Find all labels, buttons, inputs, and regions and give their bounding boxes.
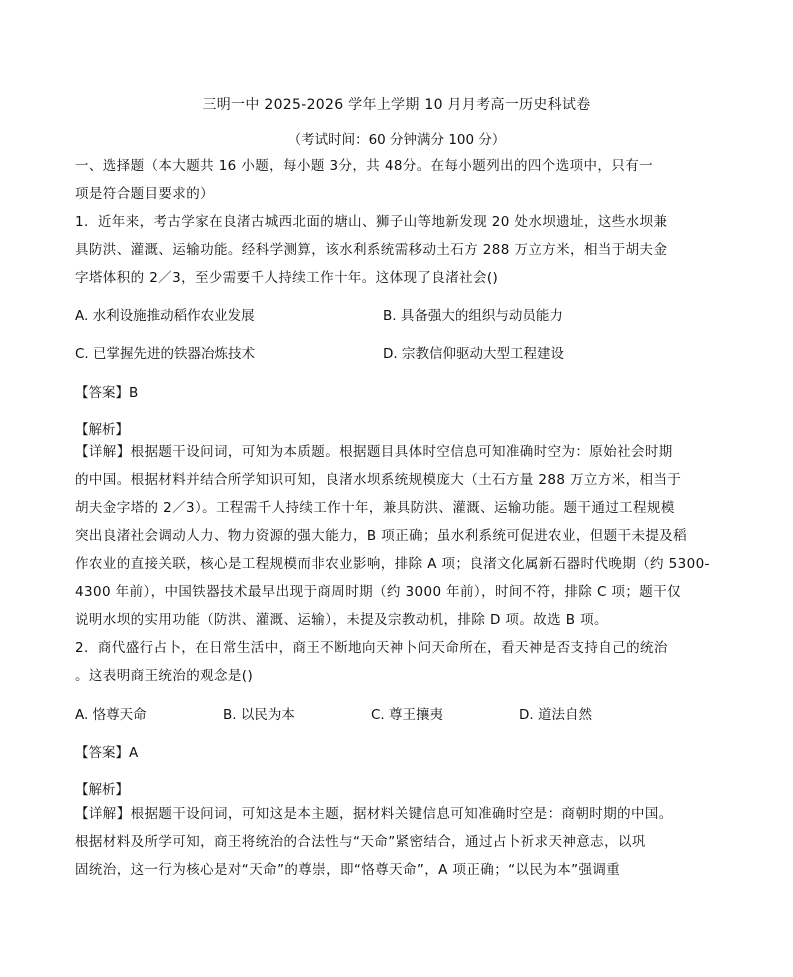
question-line: 2．商代盛行占卜，在日常生活中，商王不断地向天神卜问天命所在，看天神是否支持自己的统治 <box>75 640 668 656</box>
page-title: 三明一中 2025-2026 学年上学期 10 月月考高一历史科试卷 <box>202 97 591 113</box>
section-intro-line: 一、选择题（本大题共 16 小题，每小题 3分，共 48分。在每小题列出的四个选项中，只有一 <box>75 158 654 174</box>
analysis-line: 【详解】根据题干设问词，可知为本质题。根据题目具体时空信息可知准确时空为：原始社会时期 <box>75 444 673 460</box>
q1-answer: 【答案】B <box>75 385 139 401</box>
analysis-line: 4300 年前），中国铁器技术最早出现于商周时期（约 3000 年前），时间不符，排除 C 项；题干仅 <box>75 584 681 600</box>
question-1-stem <box>75 208 725 292</box>
q2-answer: 【答案】A <box>75 745 139 761</box>
q2-option-d: D. 道法自然 <box>519 707 592 723</box>
question-line: 具防洪、灌溉、运输功能。经科学测算，该水利系统需移动土石方 288 万立方米，相当于胡夫金 <box>75 242 668 258</box>
exam-time-note: （考试时间：60 分钟满分 100 分） <box>287 132 506 148</box>
q2-analysis <box>75 800 725 884</box>
question-line: 字塔体积的 2／3，至少需要千人持续工作十年。这体现了良渚社会() <box>75 270 499 286</box>
q2-option-c: C. 尊王攘夷 <box>371 707 444 723</box>
q1-option-a: A. 水利设施推动稻作农业发展 <box>75 308 255 324</box>
q2-option-b: B. 以民为本 <box>223 707 295 723</box>
q1-option-c: C. 已掌握先进的铁器冶炼技术 <box>75 346 256 362</box>
section-intro-line: 项是符合题目要求的） <box>75 186 214 202</box>
analysis-line: 固统治，这一行为核心是对“天命”的尊崇，即“恪尊天命”，A 项正确；“以民为本”强调重 <box>75 862 621 878</box>
analysis-line: 的中国。根据材料并结合所学知识可知，良渚水坝系统规模庞大（土石方量 288 万立方米，相当于 <box>75 472 682 488</box>
question-line: 1．近年来，考古学家在良渚古城西北面的塘山、狮子山等地新发现 20 处水坝遗址，这些水坝兼 <box>75 214 668 230</box>
question-2-stem <box>75 634 725 690</box>
q1-option-d: D. 宗教信仰驱动大型工程建设 <box>383 346 564 362</box>
analysis-line: 突出良渚社会调动人力、物力资源的强大能力，B 项正确；虽水利系统可促进农业，但题干未提及稻 <box>75 528 688 544</box>
q1-option-b: B. 具备强大的组织与动员能力 <box>383 308 563 324</box>
q2-option-a: A. 恪尊天命 <box>75 707 147 723</box>
analysis-line: 作农业的直接关联，核心是工程规模而非农业影响，排除 A 项；良渚文化属新石器时代晚期（约 5300- <box>75 556 710 572</box>
q1-analysis <box>75 438 725 634</box>
section-intro <box>75 152 725 208</box>
question-line: 。这表明商王统治的观念是() <box>75 668 254 684</box>
analysis-line: 根据材料及所学可知，商王将统治的合法性与“天命”紧密结合，通过占卜祈求天神意志，以巩 <box>75 834 646 850</box>
analysis-line: 说明水坝的实用功能（防洪、灌溉、运输），未提及宗教动机，排除 D 项。故选 B 项。 <box>75 612 608 628</box>
q1-analysis-label: 【解析】 <box>75 422 129 438</box>
analysis-line: 胡夫金字塔的 2／3）。工程需千人持续工作十年，兼具防洪、灌溉、运输功能。题干通过工程规模 <box>75 500 675 516</box>
q2-analysis-label: 【解析】 <box>75 782 129 798</box>
analysis-line: 【详解】根据题干设问词，可知这是本主题，据材料关键信息可知准确时空是：商朝时期的中国。 <box>75 806 673 822</box>
